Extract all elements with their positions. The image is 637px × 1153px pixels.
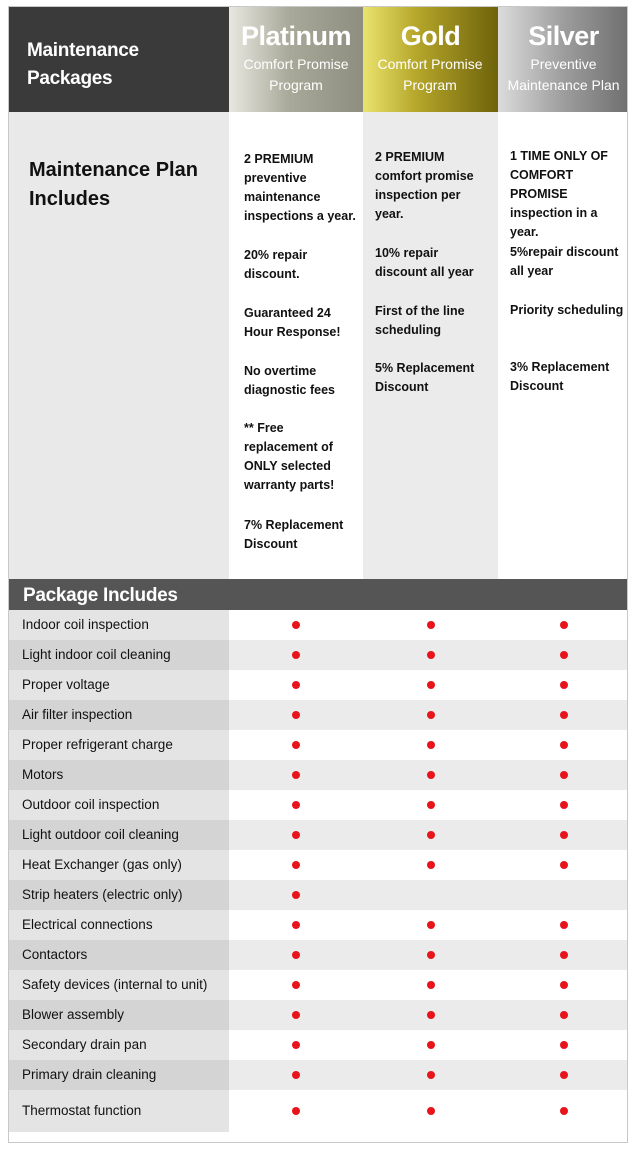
row-label-cell bbox=[9, 640, 229, 670]
table-row bbox=[9, 880, 628, 910]
gold-cell bbox=[363, 820, 498, 850]
included-dot-icon bbox=[292, 741, 300, 749]
included-dot-icon bbox=[427, 651, 435, 659]
platinum-cell bbox=[229, 910, 363, 940]
included-dot-icon bbox=[427, 741, 435, 749]
package-includes-label: Package Includes bbox=[23, 585, 178, 606]
platinum-cell bbox=[229, 1000, 363, 1030]
included-dot-icon bbox=[427, 1011, 435, 1019]
silver-cell bbox=[498, 970, 628, 1000]
row-label-cell bbox=[9, 970, 229, 1000]
table-row bbox=[9, 820, 628, 850]
row-label-cell bbox=[9, 670, 229, 700]
silver-feature-3: 3% Replacement Discount bbox=[510, 360, 610, 393]
silver-cell bbox=[498, 730, 628, 760]
included-dot-icon bbox=[427, 1041, 435, 1049]
included-dot-icon bbox=[292, 1041, 300, 1049]
row-label: Indoor coil inspection bbox=[22, 617, 149, 632]
row-label: Secondary drain pan bbox=[22, 1037, 147, 1052]
platinum-cell bbox=[229, 940, 363, 970]
row-label: Contactors bbox=[22, 947, 88, 962]
silver-cell bbox=[498, 790, 628, 820]
included-dot-icon bbox=[427, 621, 435, 629]
table-row bbox=[9, 1030, 628, 1060]
gold-name: Gold bbox=[400, 21, 461, 51]
included-dot-icon bbox=[427, 681, 435, 689]
silver-subtitle: Preventive Maintenance Plan bbox=[507, 56, 620, 93]
included-dot-icon bbox=[560, 921, 568, 929]
row-label: Blower assembly bbox=[22, 1007, 125, 1022]
silver-cell bbox=[498, 850, 628, 880]
gold-feature-1: 10% repair discount all year bbox=[375, 246, 474, 279]
row-label: Light indoor coil cleaning bbox=[22, 647, 171, 662]
maintenance-packages-table bbox=[8, 6, 628, 1143]
included-dot-icon bbox=[292, 831, 300, 839]
platinum-features bbox=[229, 112, 363, 579]
row-label-cell bbox=[9, 850, 229, 880]
gold-cell bbox=[363, 850, 498, 880]
row-label: Strip heaters (electric only) bbox=[22, 887, 183, 902]
silver-cell bbox=[498, 1030, 628, 1060]
row-label: Air filter inspection bbox=[22, 707, 133, 722]
silver-cell bbox=[498, 610, 628, 640]
platinum-cell bbox=[229, 1090, 363, 1132]
package-includes-bar bbox=[9, 579, 628, 613]
included-dot-icon bbox=[560, 831, 568, 839]
included-dot-icon bbox=[292, 801, 300, 809]
silver-cell bbox=[498, 760, 628, 790]
row-label: Electrical connections bbox=[22, 917, 153, 932]
silver-feature-0: 1 TIME ONLY OF COMFORT PROMISE inspection in a year. bbox=[510, 149, 608, 239]
included-dot-icon bbox=[427, 1107, 435, 1115]
row-label-cell bbox=[9, 1000, 229, 1030]
included-dot-icon bbox=[560, 1071, 568, 1079]
silver-cell bbox=[498, 1000, 628, 1030]
row-label: Proper refrigerant charge bbox=[22, 737, 173, 752]
platinum-cell bbox=[229, 610, 363, 640]
included-dot-icon bbox=[292, 861, 300, 869]
gold-cell bbox=[363, 1090, 498, 1132]
included-dot-icon bbox=[427, 951, 435, 959]
included-dot-icon bbox=[560, 621, 568, 629]
included-dot-icon bbox=[292, 711, 300, 719]
included-dot-icon bbox=[427, 921, 435, 929]
platinum-cell bbox=[229, 730, 363, 760]
gold-features bbox=[363, 112, 498, 579]
silver-name: Silver bbox=[528, 21, 599, 51]
silver-cell bbox=[498, 640, 628, 670]
included-dot-icon bbox=[427, 801, 435, 809]
table-row bbox=[9, 610, 628, 640]
row-label-cell bbox=[9, 940, 229, 970]
included-dot-icon bbox=[427, 831, 435, 839]
included-dot-icon bbox=[560, 711, 568, 719]
table-row bbox=[9, 1060, 628, 1090]
included-dot-icon bbox=[560, 1011, 568, 1019]
gold-cell bbox=[363, 970, 498, 1000]
gold-cell bbox=[363, 1030, 498, 1060]
platinum-subtitle: Comfort Promise Program bbox=[243, 56, 349, 93]
row-label-cell bbox=[9, 820, 229, 850]
gold-cell bbox=[363, 790, 498, 820]
row-label-cell bbox=[9, 760, 229, 790]
platinum-feature-4: ** Free replacement of ONLY selected warranty parts! bbox=[244, 421, 335, 492]
row-label-cell bbox=[9, 1090, 229, 1132]
silver-cell bbox=[498, 910, 628, 940]
row-label-cell bbox=[9, 880, 229, 910]
platinum-cell bbox=[229, 640, 363, 670]
silver-cell bbox=[498, 1060, 628, 1090]
platinum-cell bbox=[229, 820, 363, 850]
platinum-feature-0: 2 PREMIUM preventive maintenance inspections a year. bbox=[244, 152, 356, 223]
included-dot-icon bbox=[427, 1071, 435, 1079]
silver-cell bbox=[498, 700, 628, 730]
included-dot-icon bbox=[292, 1071, 300, 1079]
gold-cell bbox=[363, 760, 498, 790]
platinum-cell bbox=[229, 880, 363, 910]
included-dot-icon bbox=[560, 801, 568, 809]
gold-subtitle: Comfort Promise Program bbox=[377, 56, 483, 93]
silver-cell bbox=[498, 1090, 628, 1132]
included-dot-icon bbox=[292, 771, 300, 779]
gold-cell bbox=[363, 700, 498, 730]
platinum-cell bbox=[229, 850, 363, 880]
gold-feature-3: 5% Replacement Discount bbox=[375, 361, 475, 394]
silver-feature-2: Priority scheduling bbox=[510, 303, 624, 317]
platinum-cell bbox=[229, 1060, 363, 1090]
silver-feature-1: 5%repair discount all year bbox=[510, 245, 619, 278]
included-dot-icon bbox=[560, 741, 568, 749]
silver-cell bbox=[498, 670, 628, 700]
platinum-feature-3: No overtime diagnostic fees bbox=[244, 364, 335, 397]
silver-features bbox=[498, 112, 628, 579]
platinum-name: Platinum bbox=[240, 21, 351, 51]
included-dot-icon bbox=[560, 951, 568, 959]
row-label: Light outdoor coil cleaning bbox=[22, 827, 179, 842]
included-dot-icon bbox=[292, 681, 300, 689]
table-row bbox=[9, 640, 628, 670]
included-dot-icon bbox=[560, 681, 568, 689]
platinum-cell bbox=[229, 790, 363, 820]
included-dot-icon bbox=[560, 651, 568, 659]
included-dot-icon bbox=[560, 771, 568, 779]
silver-cell bbox=[498, 880, 628, 910]
row-label-cell bbox=[9, 700, 229, 730]
silver-header bbox=[498, 7, 628, 112]
gold-cell bbox=[363, 880, 498, 910]
silver-cell bbox=[498, 940, 628, 970]
included-dot-icon bbox=[427, 981, 435, 989]
header-label: Maintenance Packages bbox=[27, 40, 139, 89]
row-label: Outdoor coil inspection bbox=[22, 797, 160, 812]
gold-cell bbox=[363, 910, 498, 940]
table-row bbox=[9, 940, 628, 970]
included-dot-icon bbox=[560, 981, 568, 989]
included-dot-icon bbox=[427, 771, 435, 779]
included-dot-icon bbox=[427, 861, 435, 869]
row-label: Thermostat function bbox=[22, 1103, 142, 1118]
plan-includes-label: Maintenance Plan Includes bbox=[29, 159, 198, 210]
silver-cell bbox=[498, 820, 628, 850]
platinum-feature-2: Guaranteed 24 Hour Response! bbox=[244, 306, 341, 339]
gold-cell bbox=[363, 610, 498, 640]
table-row bbox=[9, 730, 628, 760]
row-label: Heat Exchanger (gas only) bbox=[22, 857, 182, 872]
table-row bbox=[9, 700, 628, 730]
gold-header bbox=[363, 7, 498, 112]
gold-cell bbox=[363, 730, 498, 760]
plan-includes-label-cell bbox=[9, 112, 229, 579]
included-dot-icon bbox=[292, 981, 300, 989]
platinum-cell bbox=[229, 970, 363, 1000]
gold-cell bbox=[363, 1060, 498, 1090]
platinum-cell bbox=[229, 670, 363, 700]
included-dot-icon bbox=[292, 951, 300, 959]
included-dot-icon bbox=[560, 1107, 568, 1115]
table-row bbox=[9, 1000, 628, 1030]
included-dot-icon bbox=[427, 711, 435, 719]
table-row bbox=[9, 910, 628, 940]
gold-cell bbox=[363, 640, 498, 670]
row-label-cell bbox=[9, 730, 229, 760]
included-dot-icon bbox=[292, 1107, 300, 1115]
platinum-feature-1: 20% repair discount. bbox=[244, 248, 308, 281]
gold-feature-2: First of the line scheduling bbox=[375, 304, 465, 337]
gold-feature-0: 2 PREMIUM comfort promise inspection per year. bbox=[375, 150, 474, 221]
included-dot-icon bbox=[560, 861, 568, 869]
row-label-cell bbox=[9, 1030, 229, 1060]
platinum-header bbox=[229, 7, 363, 112]
included-dot-icon bbox=[292, 1011, 300, 1019]
row-label: Motors bbox=[22, 767, 64, 782]
row-label: Primary drain cleaning bbox=[22, 1067, 157, 1082]
row-label-cell bbox=[9, 910, 229, 940]
gold-cell bbox=[363, 670, 498, 700]
row-label: Proper voltage bbox=[22, 677, 110, 692]
platinum-cell bbox=[229, 1030, 363, 1060]
row-label: Safety devices (internal to unit) bbox=[22, 977, 208, 992]
included-dot-icon bbox=[292, 891, 300, 899]
table-row bbox=[9, 790, 628, 820]
row-label-cell bbox=[9, 1060, 229, 1090]
gold-cell bbox=[363, 940, 498, 970]
table-row bbox=[9, 1090, 628, 1132]
included-dot-icon bbox=[292, 921, 300, 929]
gold-cell bbox=[363, 1000, 498, 1030]
platinum-cell bbox=[229, 760, 363, 790]
included-dot-icon bbox=[560, 1041, 568, 1049]
row-label-cell bbox=[9, 790, 229, 820]
table-row bbox=[9, 850, 628, 880]
table-row bbox=[9, 670, 628, 700]
table-row bbox=[9, 760, 628, 790]
included-dot-icon bbox=[292, 651, 300, 659]
included-dot-icon bbox=[292, 621, 300, 629]
platinum-cell bbox=[229, 700, 363, 730]
table-row bbox=[9, 970, 628, 1000]
header-label-cell bbox=[9, 7, 229, 112]
row-label-cell bbox=[9, 610, 229, 640]
platinum-feature-5: 7% Replacement Discount bbox=[244, 518, 344, 551]
